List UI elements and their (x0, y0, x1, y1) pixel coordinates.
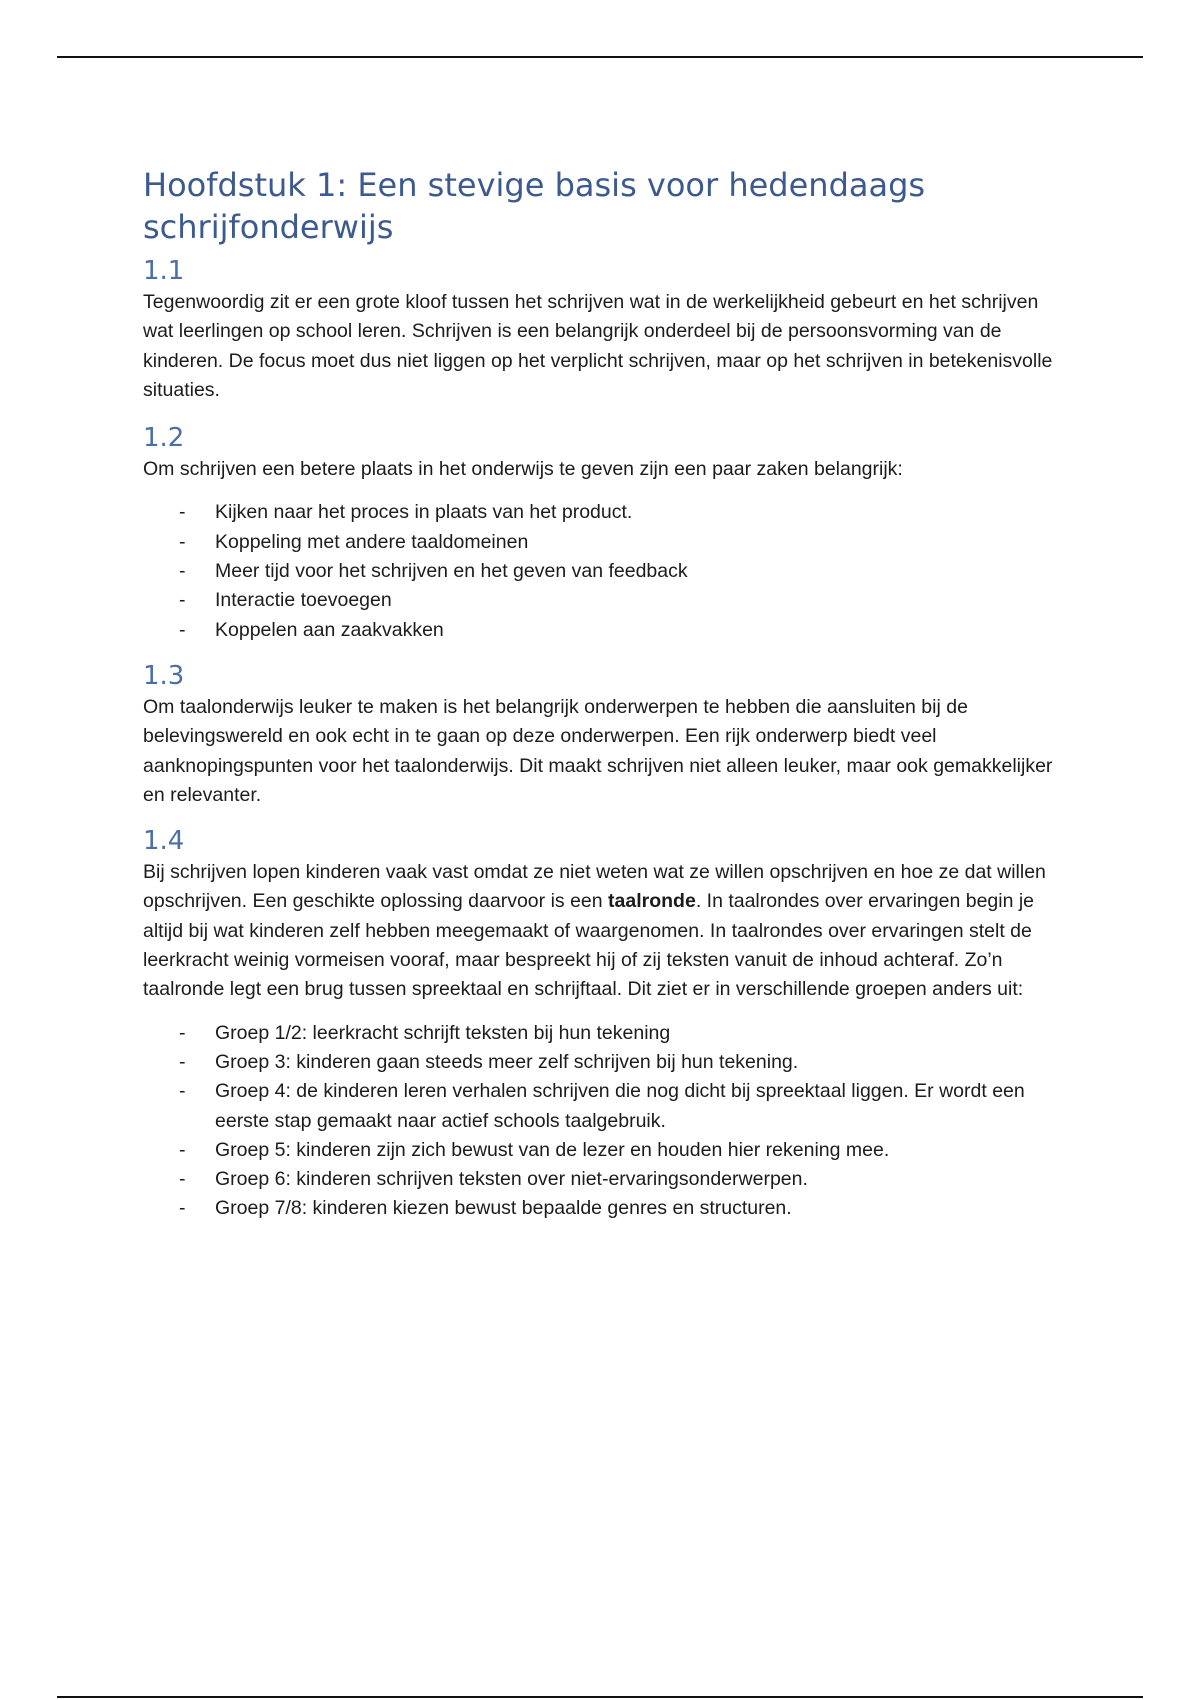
list-item (143, 1019, 1063, 1048)
list-item-text: Groep 5: kinderen zijn zich bewust van de lezer en houden hier rekening mee. (215, 1138, 890, 1161)
list-item-text: Groep 7/8: kinderen kiezen bewust bepaalde genres en structuren. (215, 1197, 792, 1220)
list-item-text: Koppeling met andere taaldomeinen (215, 530, 529, 553)
list-item-text: Meer tijd voor het schrijven en het geven van feedback (215, 560, 688, 583)
bold-term: taalronde (608, 890, 696, 913)
list-item (143, 1048, 1063, 1077)
dash-bullet-icon: - (179, 530, 186, 553)
bullet-list (143, 1019, 1063, 1224)
section-heading: 1.2 (143, 423, 185, 454)
list-item-text: Interactie toevoegen (215, 589, 392, 612)
list-item (143, 586, 1063, 615)
dash-bullet-icon: - (179, 1021, 186, 1044)
dash-bullet-icon: - (179, 560, 186, 583)
section-1-3 (143, 659, 1063, 810)
section-paragraph: Om taalonderwijs leuker te maken is het belangrijk onderwerpen te hebben die aansluiten bij de belevingswereld en ook echt in te gaan op deze onderwerpen. Een rijk onderwerp biedt veel aanknopingspunten voor het taalonderwijs. Dit maakt schrijven niet alleen leuker, maar ook gemakkelijker en relevanter. (143, 695, 1053, 806)
list-item-text: Groep 6: kinderen schrijven teksten over niet-ervaringsonderwerpen. (215, 1168, 808, 1191)
section-heading: 1.3 (143, 660, 185, 691)
section-paragraph: Tegenwoordig zit er een grote kloof tussen het schrijven wat in de werkelijkheid gebeurt en het schrijven wat leerlingen op school leren. Schrijven is een belangrijk onderdeel bij de persoonsvorming van de kinderen. De focus moet dus niet liggen op het verplicht schrijven, maar op het schrijven in betekenisvolle situaties. (143, 291, 1053, 401)
list-item (143, 528, 1063, 557)
page-bottom-rule (57, 1696, 1143, 1698)
dash-bullet-icon: - (179, 1138, 186, 1161)
list-item (143, 557, 1063, 586)
list-item-text: Kijken naar het proces in plaats van het product. (215, 501, 633, 524)
section-1-4 (143, 824, 1063, 1224)
list-item (143, 498, 1063, 527)
list-item-text: Koppelen aan zaakvakken (215, 618, 444, 641)
dash-bullet-icon: - (179, 618, 186, 641)
list-item (143, 1194, 1063, 1223)
dash-bullet-icon: - (179, 1080, 186, 1103)
dash-bullet-icon: - (179, 1168, 186, 1191)
chapter-title: Hoofdstuk 1: Een stevige basis voor hedendaags schrijfonderwijs (143, 166, 926, 246)
list-item-text: Groep 4: de kinderen leren verhalen schrijven die nog dicht bij spreektaal liggen. Er wordt een eerste stap gemaakt naar actief schools taalgebruik. (215, 1080, 1025, 1132)
document-page (143, 164, 1063, 1238)
list-item (143, 1165, 1063, 1194)
section-1-2 (143, 421, 1063, 645)
section-heading: 1.4 (143, 826, 185, 857)
list-item (143, 1077, 1063, 1136)
paragraph-text: Bij schrijven lopen kinderen vaak vast omdat ze niet weten wat ze willen opschrijven en hoe ze dat willen opschrijven. Een geschikte oplossing daarvoor is een (143, 861, 1046, 913)
page-top-rule (57, 56, 1143, 58)
section-heading: 1.1 (143, 256, 185, 286)
dash-bullet-icon: - (179, 589, 186, 612)
list-item (143, 1136, 1063, 1165)
dash-bullet-icon: - (179, 1050, 186, 1073)
section-paragraph: Om schrijven een betere plaats in het onderwijs te geven zijn een paar zaken belangrijk: (143, 458, 903, 481)
dash-bullet-icon: - (179, 1197, 186, 1220)
section-1-1 (143, 254, 1063, 405)
list-item (143, 616, 1063, 645)
paragraph-text: . In taalrondes over ervaringen begin je altijd bij wat kinderen zelf hebben meegemaakt of waargenomen. In taalrondes over ervaringen stelt de leerkracht weinig vormeisen vooraf, maar bespreekt hij of zij teksten vanuit de inhoud achteraf. Zo’n taalronde legt een brug tussen spreektaal en schrijftaal. Dit ziet er in verschillende groepen anders uit: (143, 890, 1035, 1001)
list-item-text: Groep 1/2: leerkracht schrijft teksten bij hun tekening (215, 1021, 671, 1044)
dash-bullet-icon: - (179, 501, 186, 524)
list-item-text: Groep 3: kinderen gaan steeds meer zelf schrijven bij hun tekening. (215, 1050, 799, 1073)
section-paragraph (143, 858, 1063, 1004)
bullet-list (143, 498, 1063, 644)
